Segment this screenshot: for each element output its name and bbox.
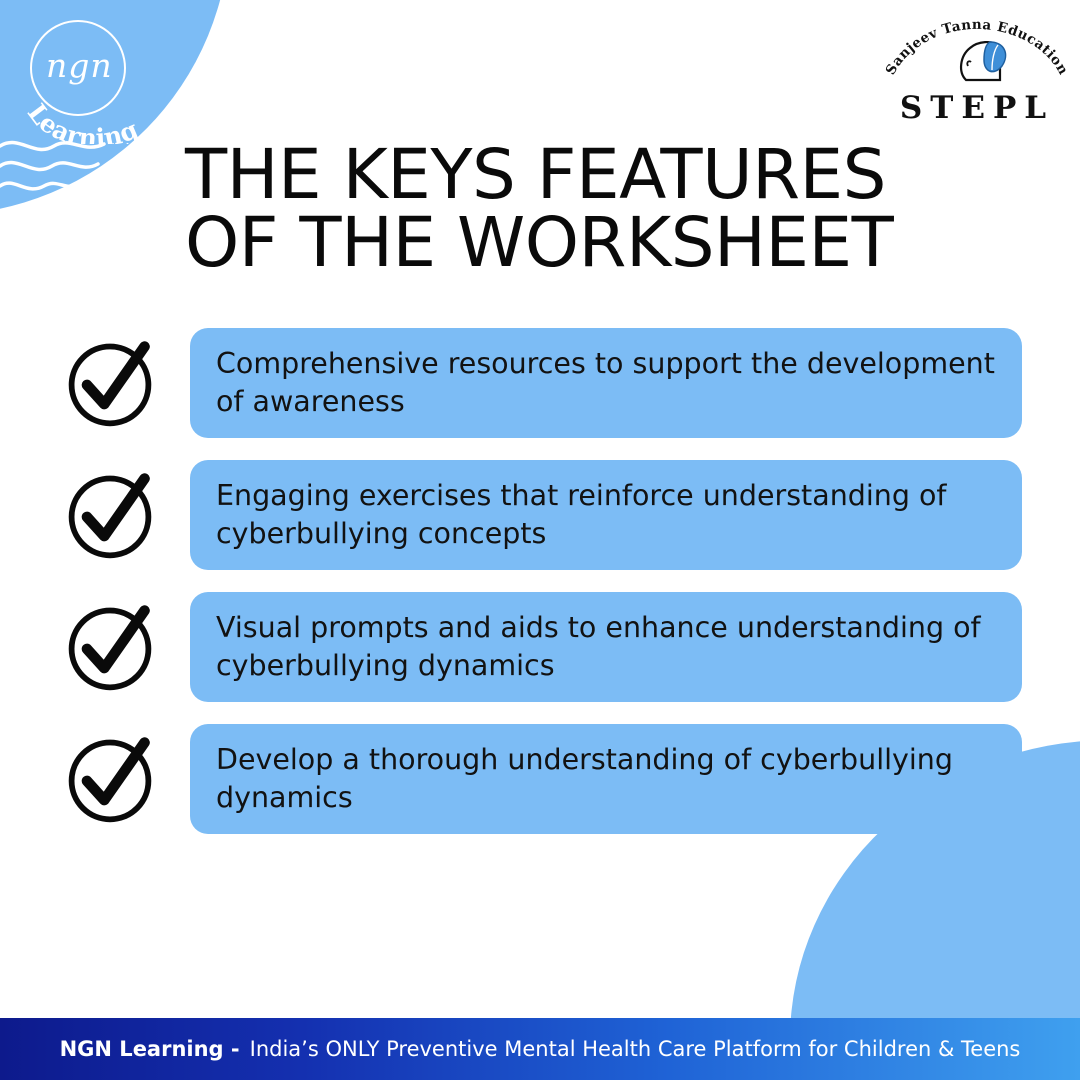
features-list <box>62 328 1022 856</box>
feature-text: Engaging exercises that reinforce understanding of cyberbullying concepts <box>216 478 947 550</box>
ngn-logo-curved-label: Learning <box>21 98 143 144</box>
stepl-wordmark: STEPL <box>899 90 1055 126</box>
stepl-arc-label: Sanjeev Tanna Education <box>882 16 1072 78</box>
stepl-logo-arc <box>882 6 1072 102</box>
stepl-logo <box>882 6 1072 134</box>
check-circle-icon <box>62 335 158 431</box>
footer-tagline: India’s ONLY Preventive Mental Health Care Platform for Children & Teens <box>249 1037 1021 1061</box>
svg-text:Learning <box>22 98 142 144</box>
page-title-line-1: THE KEYS FEATURES <box>185 135 886 216</box>
feature-pill <box>190 724 1022 834</box>
footer-content <box>60 1037 1021 1061</box>
feature-text: Comprehensive resources to support the development of awareness <box>216 346 995 418</box>
check-circle-icon <box>62 731 158 827</box>
footer-banner <box>0 1018 1080 1080</box>
feature-pill <box>190 460 1022 570</box>
list-item <box>62 592 1022 702</box>
ngn-logo-wordmark: ngn <box>46 46 113 85</box>
check-circle-icon <box>62 599 158 695</box>
page-title-line-2: OF THE WORKSHEET <box>185 202 894 283</box>
check-circle-icon <box>62 467 158 563</box>
list-item <box>62 460 1022 570</box>
feature-pill <box>190 328 1022 438</box>
page-title <box>185 135 945 283</box>
list-item <box>62 724 1022 834</box>
svg-text:Sanjeev Tanna Education <box>883 17 1072 78</box>
feature-pill <box>190 592 1022 702</box>
list-item <box>62 328 1022 438</box>
feature-text: Visual prompts and aids to enhance understanding of cyberbullying dynamics <box>216 610 981 682</box>
feature-text: Develop a thorough understanding of cyberbullying dynamics <box>216 742 953 814</box>
ngn-logo-curved-text <box>18 88 168 144</box>
footer-brand-label: NGN Learning - <box>59 1037 240 1061</box>
stepl-head-leaf-icon <box>961 42 1006 80</box>
ngn-learning-logo <box>12 14 177 144</box>
